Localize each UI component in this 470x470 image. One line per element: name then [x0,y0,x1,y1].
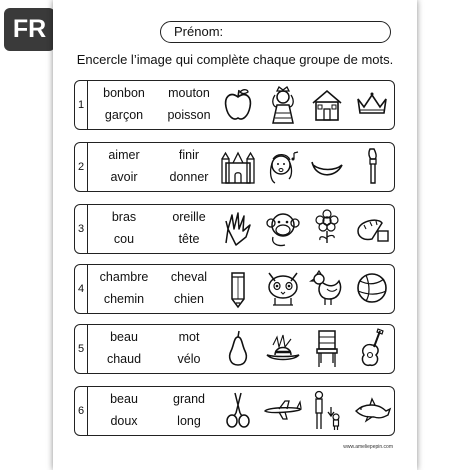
guitar-icon[interactable] [352,327,392,369]
cat-icon[interactable] [263,267,303,309]
worksheet [53,0,417,470]
word: grand [173,392,205,406]
name-field[interactable] [160,21,391,43]
chair-icon[interactable] [307,327,347,369]
word: doux [110,414,138,428]
word: finir [178,148,200,162]
hat-icon[interactable] [263,327,303,369]
instruction-text: Encercle l’image qui complète chaque groupe de mots. [76,52,394,67]
pencil-icon[interactable] [218,267,258,309]
name-label: Prénom: [174,24,224,39]
word: garçon [104,108,144,122]
word: cheval [170,270,208,284]
bread-icon[interactable] [352,207,392,249]
exercise-row-1 [74,80,395,130]
word: tête [178,232,200,246]
dolphin-icon[interactable] [352,389,392,431]
word: chien [174,292,204,306]
word: chambre [99,270,149,284]
word: bonbon [103,86,145,100]
pear-icon[interactable] [218,327,258,369]
house-icon[interactable] [307,83,347,125]
word: oreille [172,210,206,224]
word: vélo [177,352,201,366]
row-number: 2 [75,143,88,191]
word: chemin [103,292,145,306]
paintbrush-icon[interactable] [352,145,392,187]
word: long [177,414,201,428]
word: beau [110,392,138,406]
word: donner [169,170,209,184]
row-number: 6 [75,387,88,435]
exercise-row-2 [74,142,395,192]
tall-short-people-icon[interactable] [307,389,347,431]
exercise-row-3 [74,204,395,254]
word: avoir [110,170,138,184]
word: poisson [167,108,211,122]
website-footer: www.ameliepepin.com [343,444,393,450]
row-number: 1 [75,81,88,129]
airplane-icon[interactable] [263,389,303,431]
scissors-icon[interactable] [218,389,258,431]
banana-icon[interactable] [307,145,347,187]
singing-girl-icon[interactable] [263,145,303,187]
word: mot [178,330,200,344]
word: bras [111,210,137,224]
word: cou [113,232,135,246]
word: beau [110,330,138,344]
word: mouton [168,86,210,100]
monkey-icon[interactable] [263,207,303,249]
castle-icon[interactable] [218,145,258,187]
exercise-row-6 [74,386,395,436]
crown-icon[interactable] [352,83,392,125]
language-badge: FR [4,8,55,51]
row-number: 3 [75,205,88,253]
hand-icon[interactable] [218,207,258,249]
hen-icon[interactable] [307,267,347,309]
word: chaud [106,352,142,366]
ball-icon[interactable] [352,267,392,309]
flower-icon[interactable] [307,207,347,249]
apple-icon[interactable] [218,83,258,125]
row-number: 4 [75,265,88,313]
princess-icon[interactable] [263,83,303,125]
row-number: 5 [75,325,88,373]
exercise-row-5 [74,324,395,374]
word: aimer [108,148,140,162]
exercise-row-4 [74,264,395,314]
